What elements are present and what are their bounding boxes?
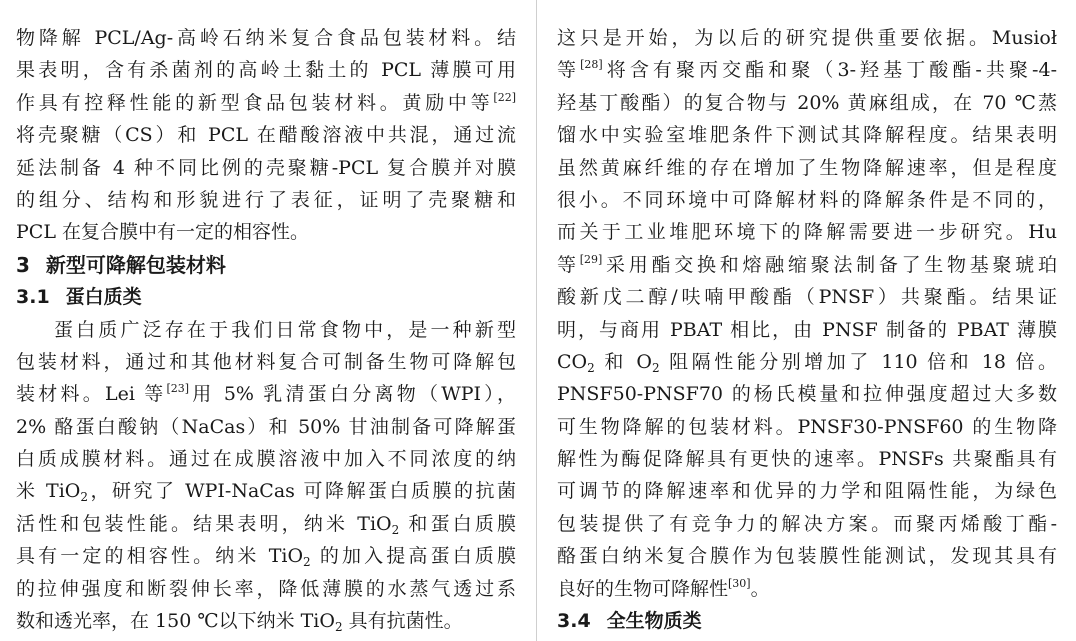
text-span: 的组分、结构和形貌进行了表征，证明了壳聚糖和 xyxy=(16,188,516,211)
text-line xyxy=(16,314,516,346)
text-span: 酸新戊二醇/呋喃甲酸酯（PNSF）共聚酯。结果证 xyxy=(557,286,1057,309)
text-line xyxy=(16,54,516,86)
text-line xyxy=(557,216,1057,248)
text-line xyxy=(16,184,516,216)
text-span: 将壳聚糖（CS）和 PCL 在醋酸溶液中共混，通过流 xyxy=(16,124,516,147)
text-span: 包装提供了有竞争力的解决方案。而聚丙烯酸丁酯- xyxy=(557,512,1057,535)
text-span: 作具有控释性能的新型食品包装材料。黄励中等 xyxy=(16,91,494,114)
text-span: 具有一定的相容性。纳米 TiO xyxy=(16,545,304,568)
text-line xyxy=(16,152,516,184)
section-number: 3.4 xyxy=(557,610,591,633)
text-span: 米 TiO xyxy=(16,480,81,503)
citation-ref: [29] xyxy=(579,252,603,266)
text-line xyxy=(16,216,516,248)
text-span: 和 O xyxy=(594,350,652,373)
section-title: 全生物质类 xyxy=(606,610,702,633)
text-line xyxy=(16,573,516,605)
text-span: 解性为酶促降解具有更快的速率。PNSFs 共聚酯具有 xyxy=(557,448,1057,471)
text-span: 具有抗菌性。 xyxy=(342,610,463,633)
text-line xyxy=(557,508,1057,540)
text-line xyxy=(557,411,1057,443)
text-line xyxy=(16,411,516,443)
subscript: 2 xyxy=(303,555,311,570)
text-line xyxy=(557,184,1057,216)
left-column xyxy=(16,22,516,637)
text-span: 的加入提高蛋白质膜 xyxy=(310,545,516,568)
text-span: 果表明，含有杀菌剂的高岭土黏土的 PCL 薄膜可用 xyxy=(16,59,516,82)
text-line xyxy=(557,281,1057,313)
text-line xyxy=(557,314,1057,346)
text-span: 延法制备 4 种不同比例的壳聚糖-PCL 复合膜并对膜 xyxy=(16,156,516,179)
text-span: ，研究了 WPI-NaCas 可降解蛋白质膜的抗菌 xyxy=(88,480,517,503)
text-span: 物降解 PCL/Ag-高岭石纳米复合食品包装材料。结 xyxy=(16,27,516,49)
text-line xyxy=(16,605,516,637)
section-title: 蛋白质类 xyxy=(65,286,142,309)
text-line xyxy=(557,152,1057,184)
text-line xyxy=(557,573,1057,605)
section-heading xyxy=(557,605,1057,637)
subscript: 2 xyxy=(334,620,343,635)
text-span: 蛋白质广泛存在于我们日常食物中，是一种新型 xyxy=(54,318,516,341)
text-span: 明，与商用 PBAT 相比，由 PNSF 制备的 PBAT 薄膜 xyxy=(557,318,1057,341)
text-span: 馏水中实验室堆肥条件下测试其降解程度。结果表明 xyxy=(557,124,1057,147)
text-span: 装材料。Lei 等 xyxy=(16,383,167,406)
text-span: 阻隔性能分别增加了 110 倍和 18 倍。 xyxy=(659,350,1058,373)
text-span: PNSF50-PNSF70 的杨氏模量和拉伸强度超过大多数 xyxy=(557,383,1057,406)
text-span: PCL 在复合膜中有一定的相容性。 xyxy=(16,221,309,244)
text-span: 用 5% 乳清蛋白分离物（WPI）， xyxy=(189,383,516,406)
text-line xyxy=(16,540,516,572)
text-line xyxy=(16,475,516,507)
subscript: 2 xyxy=(80,490,89,505)
text-line xyxy=(16,508,516,540)
text-span: 采用酯交换和熔融缩聚法制备了生物基聚琥珀 xyxy=(602,253,1057,276)
text-span: 白质成膜材料。通过在成膜溶液中加入不同浓度的纳 xyxy=(16,448,516,471)
text-span: 很小。不同环境中可降解材料的降解条件是不同的， xyxy=(557,188,1057,211)
right-column xyxy=(557,22,1057,637)
text-line xyxy=(16,378,516,410)
section-heading xyxy=(16,249,516,281)
text-span: 2% 酪蛋白酸钠（NaCas）和 50% 甘油制备可降解蛋 xyxy=(16,415,516,438)
subscript: 2 xyxy=(587,360,595,375)
text-span: 数和透光率，在 150 ℃以下纳米 TiO xyxy=(16,610,335,633)
text-span: 而关于工业堆肥环境下的降解需要进一步研究。Hu xyxy=(557,221,1057,244)
text-line xyxy=(557,87,1057,119)
text-span: CO xyxy=(557,350,588,373)
text-span: 将含有聚丙交酯和聚（3-羟基丁酸酯-共聚-4- xyxy=(602,59,1057,82)
text-span: 的拉伸强度和断裂伸长率，降低薄膜的水蒸气透过系 xyxy=(16,577,516,600)
citation-ref: [23] xyxy=(166,382,190,396)
text-line xyxy=(16,119,516,151)
text-line xyxy=(557,443,1057,475)
text-line xyxy=(557,22,1057,54)
text-span: 和蛋白质膜 xyxy=(399,512,516,535)
text-span: 。 xyxy=(750,577,770,600)
text-line xyxy=(557,119,1057,151)
text-line xyxy=(557,54,1057,86)
text-span: 等 xyxy=(557,59,581,82)
text-line xyxy=(557,540,1057,572)
text-line xyxy=(16,22,516,54)
text-line xyxy=(557,249,1057,281)
text-span: 良好的生物可降解性 xyxy=(557,577,729,600)
text-line xyxy=(16,87,516,119)
text-line xyxy=(16,346,516,378)
text-span: 可调节的降解速率和优异的力学和阻隔性能，为绿色 xyxy=(557,480,1057,503)
section-heading xyxy=(16,281,516,313)
text-span: 可生物降解的包装材料。PNSF30-PNSF60 的生物降 xyxy=(557,415,1057,438)
text-span: 活性和包装性能。结果表明，纳米 TiO xyxy=(16,512,392,535)
text-line xyxy=(16,443,516,475)
text-span: 这只是开始，为以后的研究提供重要依据。Musioł xyxy=(557,27,1057,49)
subscript: 2 xyxy=(391,522,400,537)
text-span: 包装材料，通过和其他材料复合可制备生物可降解包 xyxy=(16,350,516,373)
text-span: 等 xyxy=(557,253,580,276)
text-span: 羟基丁酸酯）的复合物与 20% 黄麻组成，在 70 ℃蒸 xyxy=(557,91,1057,114)
text-line xyxy=(557,475,1057,507)
column-divider xyxy=(536,0,537,641)
text-span: 虽然黄麻纤维的存在增加了生物降解速率，但是程度 xyxy=(557,156,1057,179)
citation-ref: [22] xyxy=(493,90,516,104)
subscript: 2 xyxy=(651,360,660,375)
section-title: 新型可降解包装材料 xyxy=(45,252,226,277)
citation-ref: [28] xyxy=(580,58,603,72)
text-line xyxy=(557,378,1057,410)
text-span: 酪蛋白纳米复合膜作为包装膜性能测试，发现其具有 xyxy=(557,545,1057,568)
citation-ref: [30] xyxy=(728,576,751,590)
text-line xyxy=(557,346,1057,378)
section-number: 3 xyxy=(16,252,30,277)
section-number: 3.1 xyxy=(16,286,50,309)
